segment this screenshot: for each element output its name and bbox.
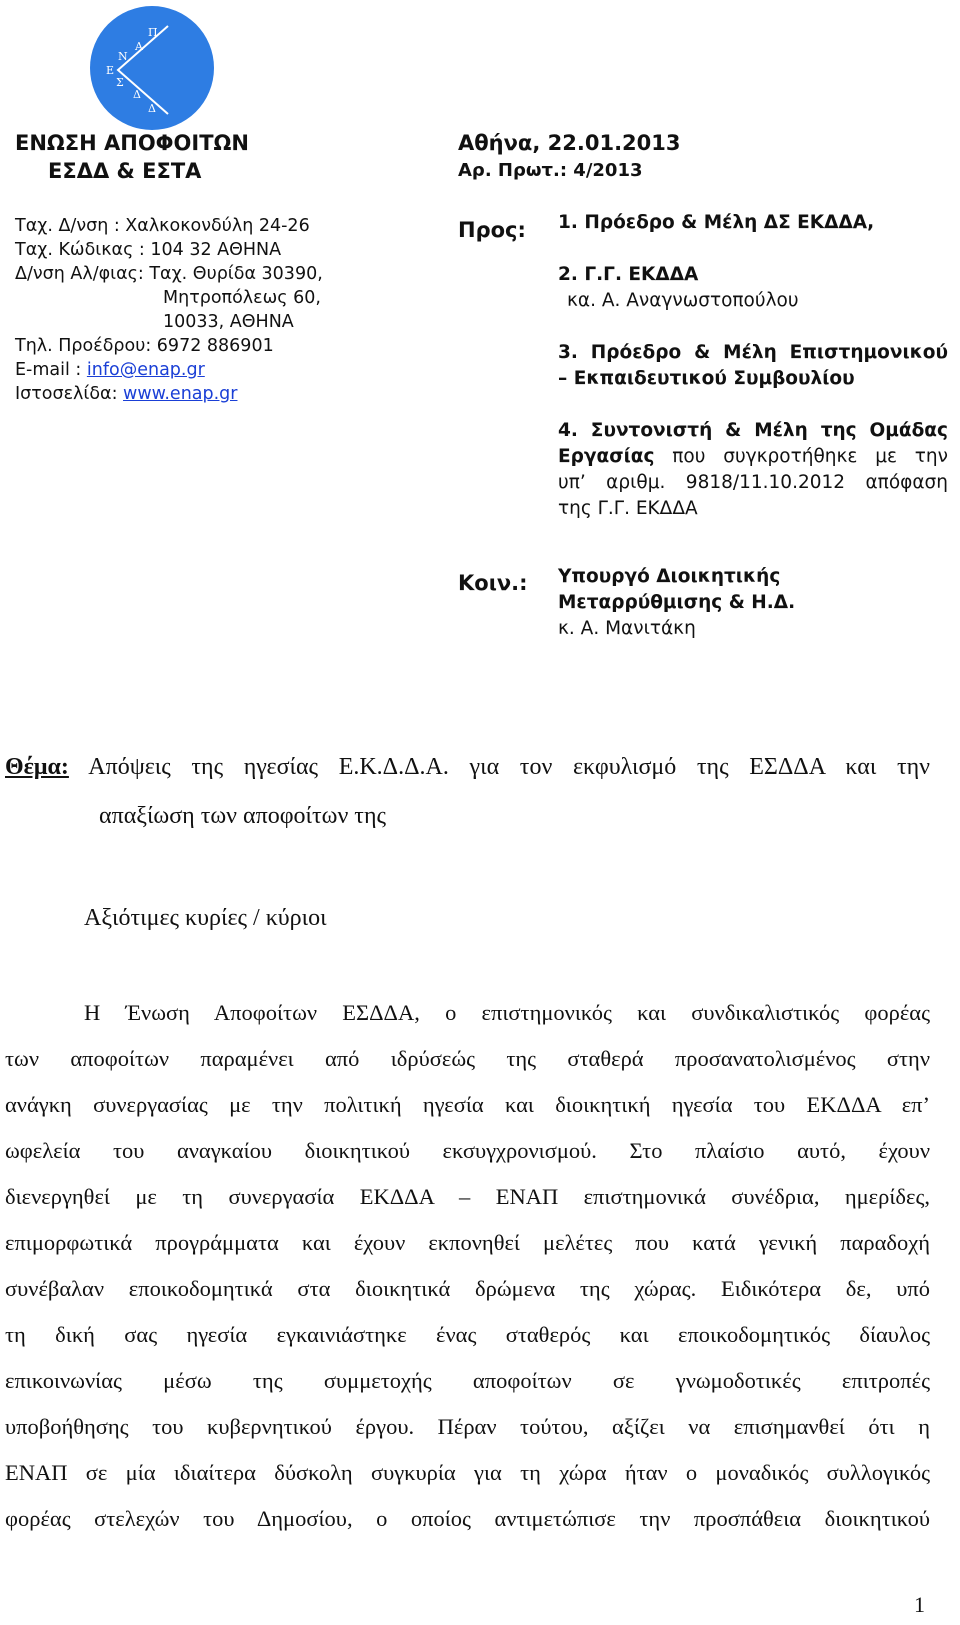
body-line: τη δική σας ηγεσία εγκαινιάστηκε ένας σταθερός και εποικοδομητικός δίαυλος <box>5 1322 930 1347</box>
website-label: Ιστοσελίδα: <box>15 384 124 404</box>
cc-recipient <box>558 564 958 642</box>
cc-line1: Υπουργό Διοικητικής <box>558 566 781 587</box>
website-line <box>15 382 345 406</box>
subject-block <box>5 752 930 831</box>
sender-organization <box>15 129 275 185</box>
logo-graphic <box>88 4 216 132</box>
recipient-3 <box>558 340 948 392</box>
email-line <box>15 358 345 382</box>
email-link[interactable]: info@enap.gr <box>86 360 205 380</box>
address-line-2: Ταχ. Κώδικας : 104 32 ΑΘΗΝΑ <box>15 240 282 260</box>
recipient-4-line2-rest: που συγκροτήθηκε με την <box>654 446 948 467</box>
protocol-number: Αρ. Πρωτ.: 4/2013 <box>458 160 643 181</box>
body-line: Η Ένωση Αποφοίτων ΕΣΔΔΑ, ο επιστημονικός και συνδικαλιστικός φορέας <box>84 1000 930 1025</box>
body-line: διενεργηθεί με τη συνεργασία ΕΚΔΔΑ – ΕΝΑΠ επιστημονικά συνέδρια, ημερίδες, <box>5 1184 930 1209</box>
body-line: φορέας στελεχών του Δημοσίου, ο οποίος αντιμετώπισε την προσπάθεια διοικητικού <box>5 1506 930 1531</box>
address-line-3: Δ/νση Αλ/φιας: Ταχ. Θυρίδα 30390, <box>15 264 323 284</box>
recipient-1 <box>558 210 958 236</box>
logo-letter-sigma: Σ <box>116 76 124 89</box>
recipient-1-text: 1. Πρόεδρο & Μέλη ΔΣ ΕΚΔΔΑ, <box>558 212 875 233</box>
recipient-4-line4: της Γ.Γ. ΕΚΔΔΑ <box>558 498 698 519</box>
cc-line2: Μεταρρύθμισης & Η.Δ. <box>558 592 796 613</box>
body-line: επιμορφωτικά προγράμματα και έχουν εκπονηθεί μελέτες που κατά γενική παραδοχή <box>5 1230 930 1255</box>
logo-letter-alpha: Α <box>135 40 143 53</box>
recipient-2-name: κα. Α. Αναγνωστοπούλου <box>567 290 799 311</box>
sender-address <box>15 214 345 406</box>
enap-logo <box>88 4 216 132</box>
phone-line: Τηλ. Προέδρου: 6972 886901 <box>15 336 274 356</box>
recipient-4-line1: 4. Συντονιστή & Μέλη της Ομάδας <box>558 420 948 441</box>
body-line: συνέβαλαν εποικοδομητικά στα διοικητικά δρώμενα της χώρας. Ειδικότερα δε, υπό <box>5 1276 930 1301</box>
logo-letter-delta-2: Δ <box>148 102 156 115</box>
subject-line2: απαξίωση των αποφοίτων της <box>99 803 386 829</box>
body-line: ωφελεία του αναγκαίου διοικητικού εκσυγχρονισμού. Στο πλαίσιο αυτό, έχουν <box>5 1138 930 1163</box>
to-label: Προς: <box>458 218 526 242</box>
page-number: 1 <box>914 1592 925 1617</box>
recipient-4 <box>558 418 948 522</box>
logo-letter-delta-1: Δ <box>133 88 141 101</box>
subject-line1: Απόψεις της ηγεσίας Ε.Κ.Δ.Δ.Α. για τον εκφυλισμό της ΕΣΔΔΑ και την <box>88 754 930 780</box>
document-date: Αθήνα, 22.01.2013 <box>458 131 681 155</box>
recipient-2-title: 2. Γ.Γ. ΕΚΔΔΑ <box>558 264 699 285</box>
body-line: υποβοήθησης του κυβερνητικού έργου. Πέραν τούτου, αξίζει να επισημανθεί ότι η <box>5 1414 930 1439</box>
recipient-3-line1: 3. Πρόεδρο & Μέλη Επιστημονικού <box>558 342 948 363</box>
cc-label: Κοιν.: <box>458 571 528 595</box>
cc-line3: κ. Α. Μανιτάκη <box>558 618 696 639</box>
body-line: επικοινωνίας μέσω της συμμετοχής αποφοίτων σε γνωμοδοτικές επιτροπές <box>5 1368 930 1393</box>
org-name-line1: ΕΝΩΣΗ ΑΠΟΦΟΙΤΩΝ <box>15 131 249 155</box>
body-paragraph <box>5 998 930 1550</box>
logo-letter-pi: Π <box>148 26 158 39</box>
body-line: ΕΝΑΠ σε μία ιδιαίτερα δύσκολη συγκυρία για τη χώρα ήταν ο μοναδικός συλλογικός <box>5 1460 930 1485</box>
org-name-line2: ΕΣΔΔ & ΕΣΤΑ <box>48 159 202 183</box>
recipient-2 <box>558 262 958 314</box>
recipient-4-line2-bold: Εργασίας <box>558 446 655 467</box>
email-label: E-mail : <box>15 360 87 380</box>
address-line-1: Ταχ. Δ/νση : Χαλκοκονδύλη 24-26 <box>15 216 310 236</box>
salutation: Αξιότιμες κυρίες / κύριοι <box>84 905 327 931</box>
recipient-3-line2: – Εκπαιδευτικού Συμβουλίου <box>558 368 855 389</box>
body-line: των αποφοίτων παραμένει από ιδρύσεώς της σταθερά προσανατολισμένος στην <box>5 1046 930 1071</box>
logo-letter-epsilon: Ε <box>106 64 115 77</box>
address-line-5: 10033, ΑΘΗΝΑ <box>163 312 294 332</box>
address-line-4: Μητροπόλεως 60, <box>163 288 321 308</box>
body-line: ανάγκη συνεργασίας με την πολιτική ηγεσία και διοικητική ηγεσία του ΕΚΔΔΑ επ’ <box>5 1092 930 1117</box>
logo-letter-nu: Ν <box>118 50 128 63</box>
subject-label: Θέμα: <box>5 754 69 780</box>
website-link[interactable]: www.enap.gr <box>123 384 238 404</box>
recipient-4-line3: υπ’ αριθμ. 9818/11.10.2012 απόφαση <box>558 472 948 493</box>
